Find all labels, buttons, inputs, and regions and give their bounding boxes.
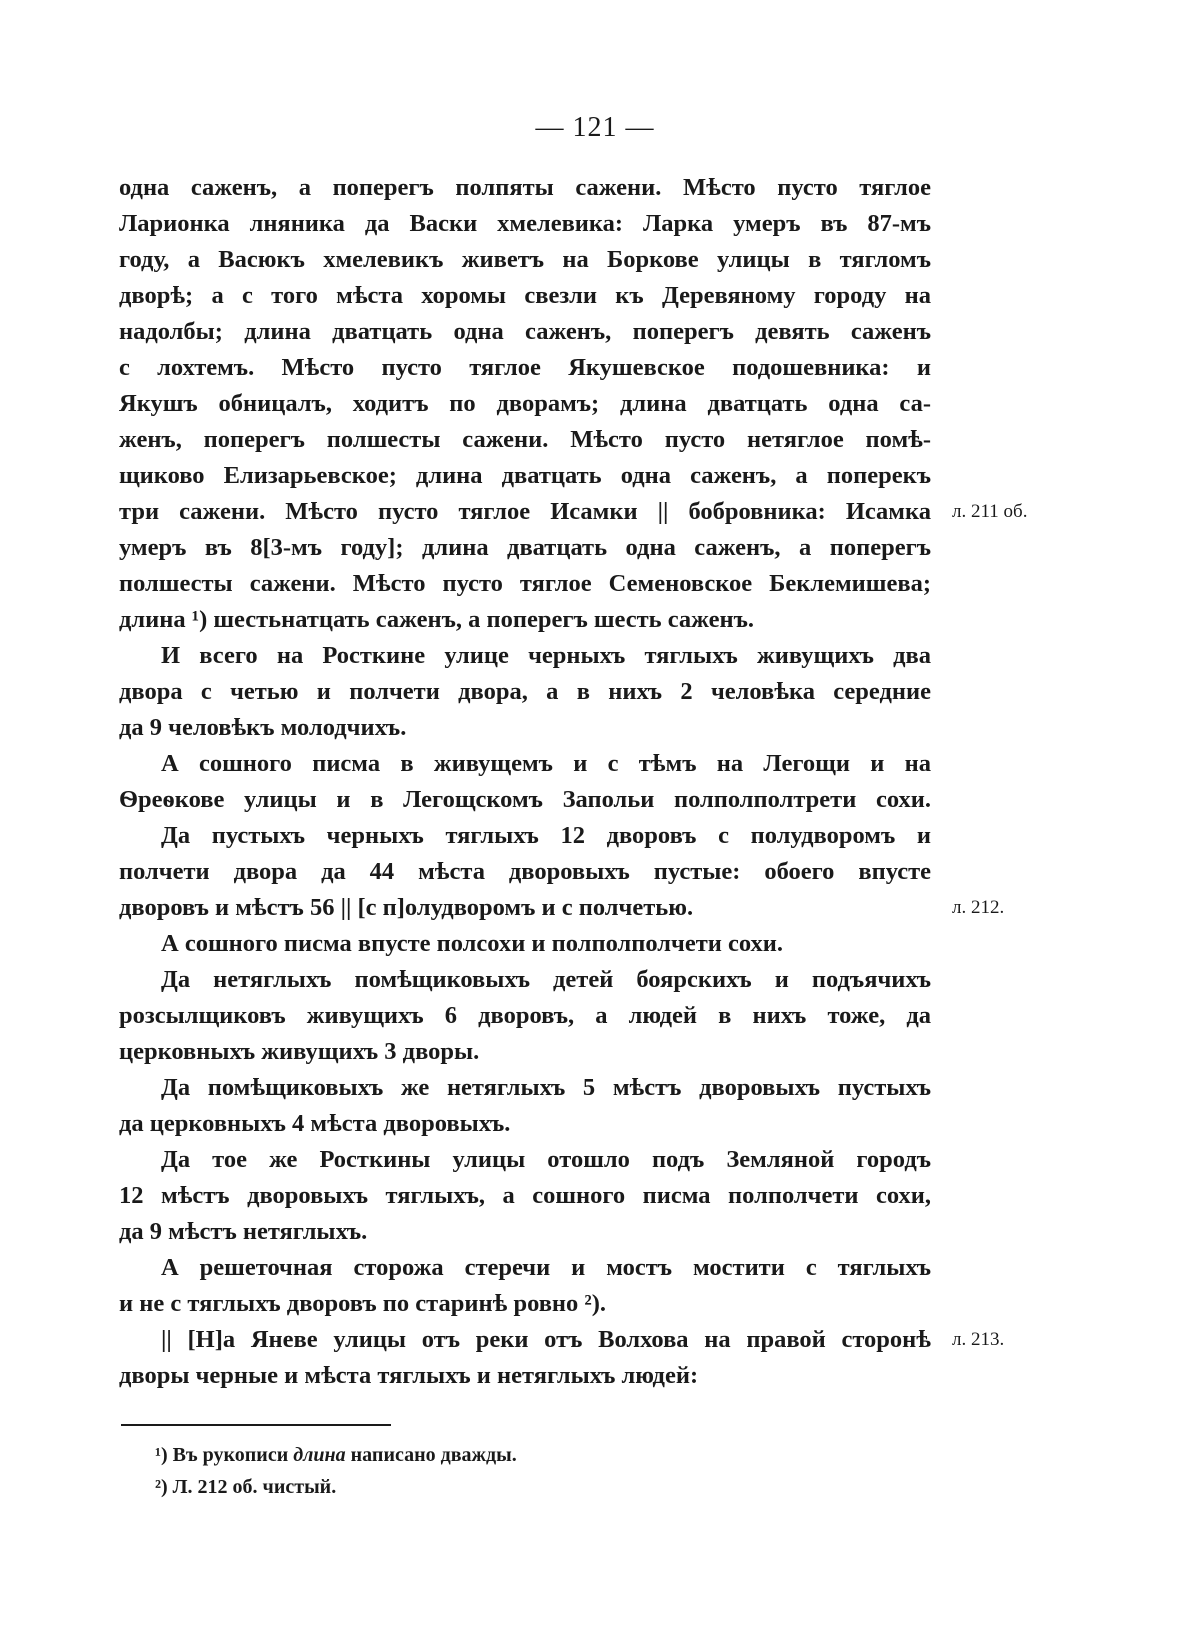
footnote-mark: ¹) [155, 1444, 168, 1466]
text-line: 12 мѣстъ дворовыхъ тяглыхъ, а сошного писма полполчети сохи, [119, 1182, 931, 1209]
text-line: церковныхъ живущихъ 3 дворы. [119, 1038, 480, 1065]
margin-note-folio: л. 213. [952, 1329, 1005, 1350]
text-line: А решеточная сторожа стеречи и мостъ мостити с тяглыхъ [161, 1254, 931, 1281]
footnote-italic-word: длина [293, 1444, 346, 1466]
text-line: да 9 человѣкъ молодчихъ. [119, 714, 407, 741]
text-line: длина ¹) шестьнатцать саженъ, а поперегъ шесть саженъ. [119, 606, 754, 633]
margin-note-folio: л. 211 об. [952, 501, 1028, 522]
text-line: Да помѣщиковыхъ же нетяглыхъ 5 мѣстъ дворовыхъ пустыхъ [161, 1074, 931, 1101]
text-line: дворы черные и мѣста тяглыхъ и нетяглыхъ людей: [119, 1362, 699, 1389]
footnote-divider [121, 1424, 391, 1426]
text-line: да церковныхъ 4 мѣста дворовыхъ. [119, 1110, 511, 1137]
text-line: двора с четью и полчети двора, а в нихъ 2 человѣка середние [119, 678, 931, 705]
page-number: — 121 — [535, 112, 655, 143]
text-line: с лохтемъ. Мѣсто пусто тяглое Якушевское подошевника: и [119, 354, 931, 381]
text-line: розсылщиковъ живущихъ 6 дворовъ, а людей в нихъ тоже, да [119, 1002, 931, 1029]
text-line: А сошного писма в живущемъ и с тѣмъ на Легощи и на [161, 750, 931, 777]
text-line: || [Н]а Яневе улицы отъ реки отъ Волхова на правой сторонѣ [161, 1326, 931, 1353]
text-line: Ѳреѳкове улицы и в Легощскомъ Запольи полполполтрети сохи. [119, 786, 931, 813]
footnote-2: ²) Л. 212 об. чистый. [155, 1476, 337, 1498]
text-line: Да пустыхъ черныхъ тяглыхъ 12 дворовъ с полудворомъ и [161, 822, 931, 849]
text-line: полшесты сажени. Мѣсто пусто тяглое Семеновское Беклемишева; [119, 570, 931, 597]
text-line: щиково Елизарьевское; длина дватцать одна саженъ, а поперекъ [119, 462, 931, 489]
text-line: А сошного писма впусте полсохи и полполполчети сохи. [161, 930, 784, 957]
text-line: полчети двора да 44 мѣста дворовыхъ пустые: обоего впусте [119, 858, 931, 885]
text-line: три сажени. Мѣсто пусто тяглое Исамки || бобровника: Исамка [119, 498, 931, 525]
footnote-text: написано дважды. [350, 1444, 517, 1466]
text-line: Да нетяглыхъ помѣщиковыхъ детей боярскихъ и подъячихъ [161, 966, 931, 993]
text-line: Ларионка лняника да Васки хмелевика: Ларка умеръ въ 87-мъ [119, 210, 931, 237]
text-line: И всего на Росткине улице черныхъ тяглыхъ живущихъ два [161, 642, 931, 669]
footnote-text: Въ рукописи [172, 1444, 289, 1466]
text-line: Якушъ обницалъ, ходитъ по дворамъ; длина дватцать одна са- [119, 390, 931, 417]
text-line: женъ, поперегъ полшесты сажени. Мѣсто пусто нетяглое помѣ- [119, 426, 931, 453]
text-line: Да тое же Росткины улицы отошло подъ Земляной городъ [161, 1146, 931, 1173]
text-line: да 9 мѣстъ нетяглыхъ. [119, 1218, 368, 1245]
text-line: дворѣ; а с того мѣста хоромы свезли къ Деревяному городу на [119, 282, 931, 309]
text-line: умеръ въ 8[3-мъ году]; длина дватцать одна саженъ, а поперегъ [119, 534, 931, 561]
footnote-1 [155, 1440, 517, 1470]
text-line: и не с тяглыхъ дворовъ по старинѣ ровно ²). [119, 1290, 607, 1317]
margin-note-folio: л. 212. [952, 897, 1005, 918]
text-line: году, а Васюкъ хмелевикъ живетъ на Боркове улицы в тягломъ [119, 246, 931, 273]
text-line: одна саженъ, а поперегъ полпяты сажени. Мѣсто пусто тяглое [119, 174, 931, 201]
text-line: дворовъ и мѣстъ 56 || [с п]олудворомъ и с полчетью. [119, 894, 694, 921]
text-line: надолбы; длина дватцать одна саженъ, поперегъ девять саженъ [119, 318, 931, 345]
